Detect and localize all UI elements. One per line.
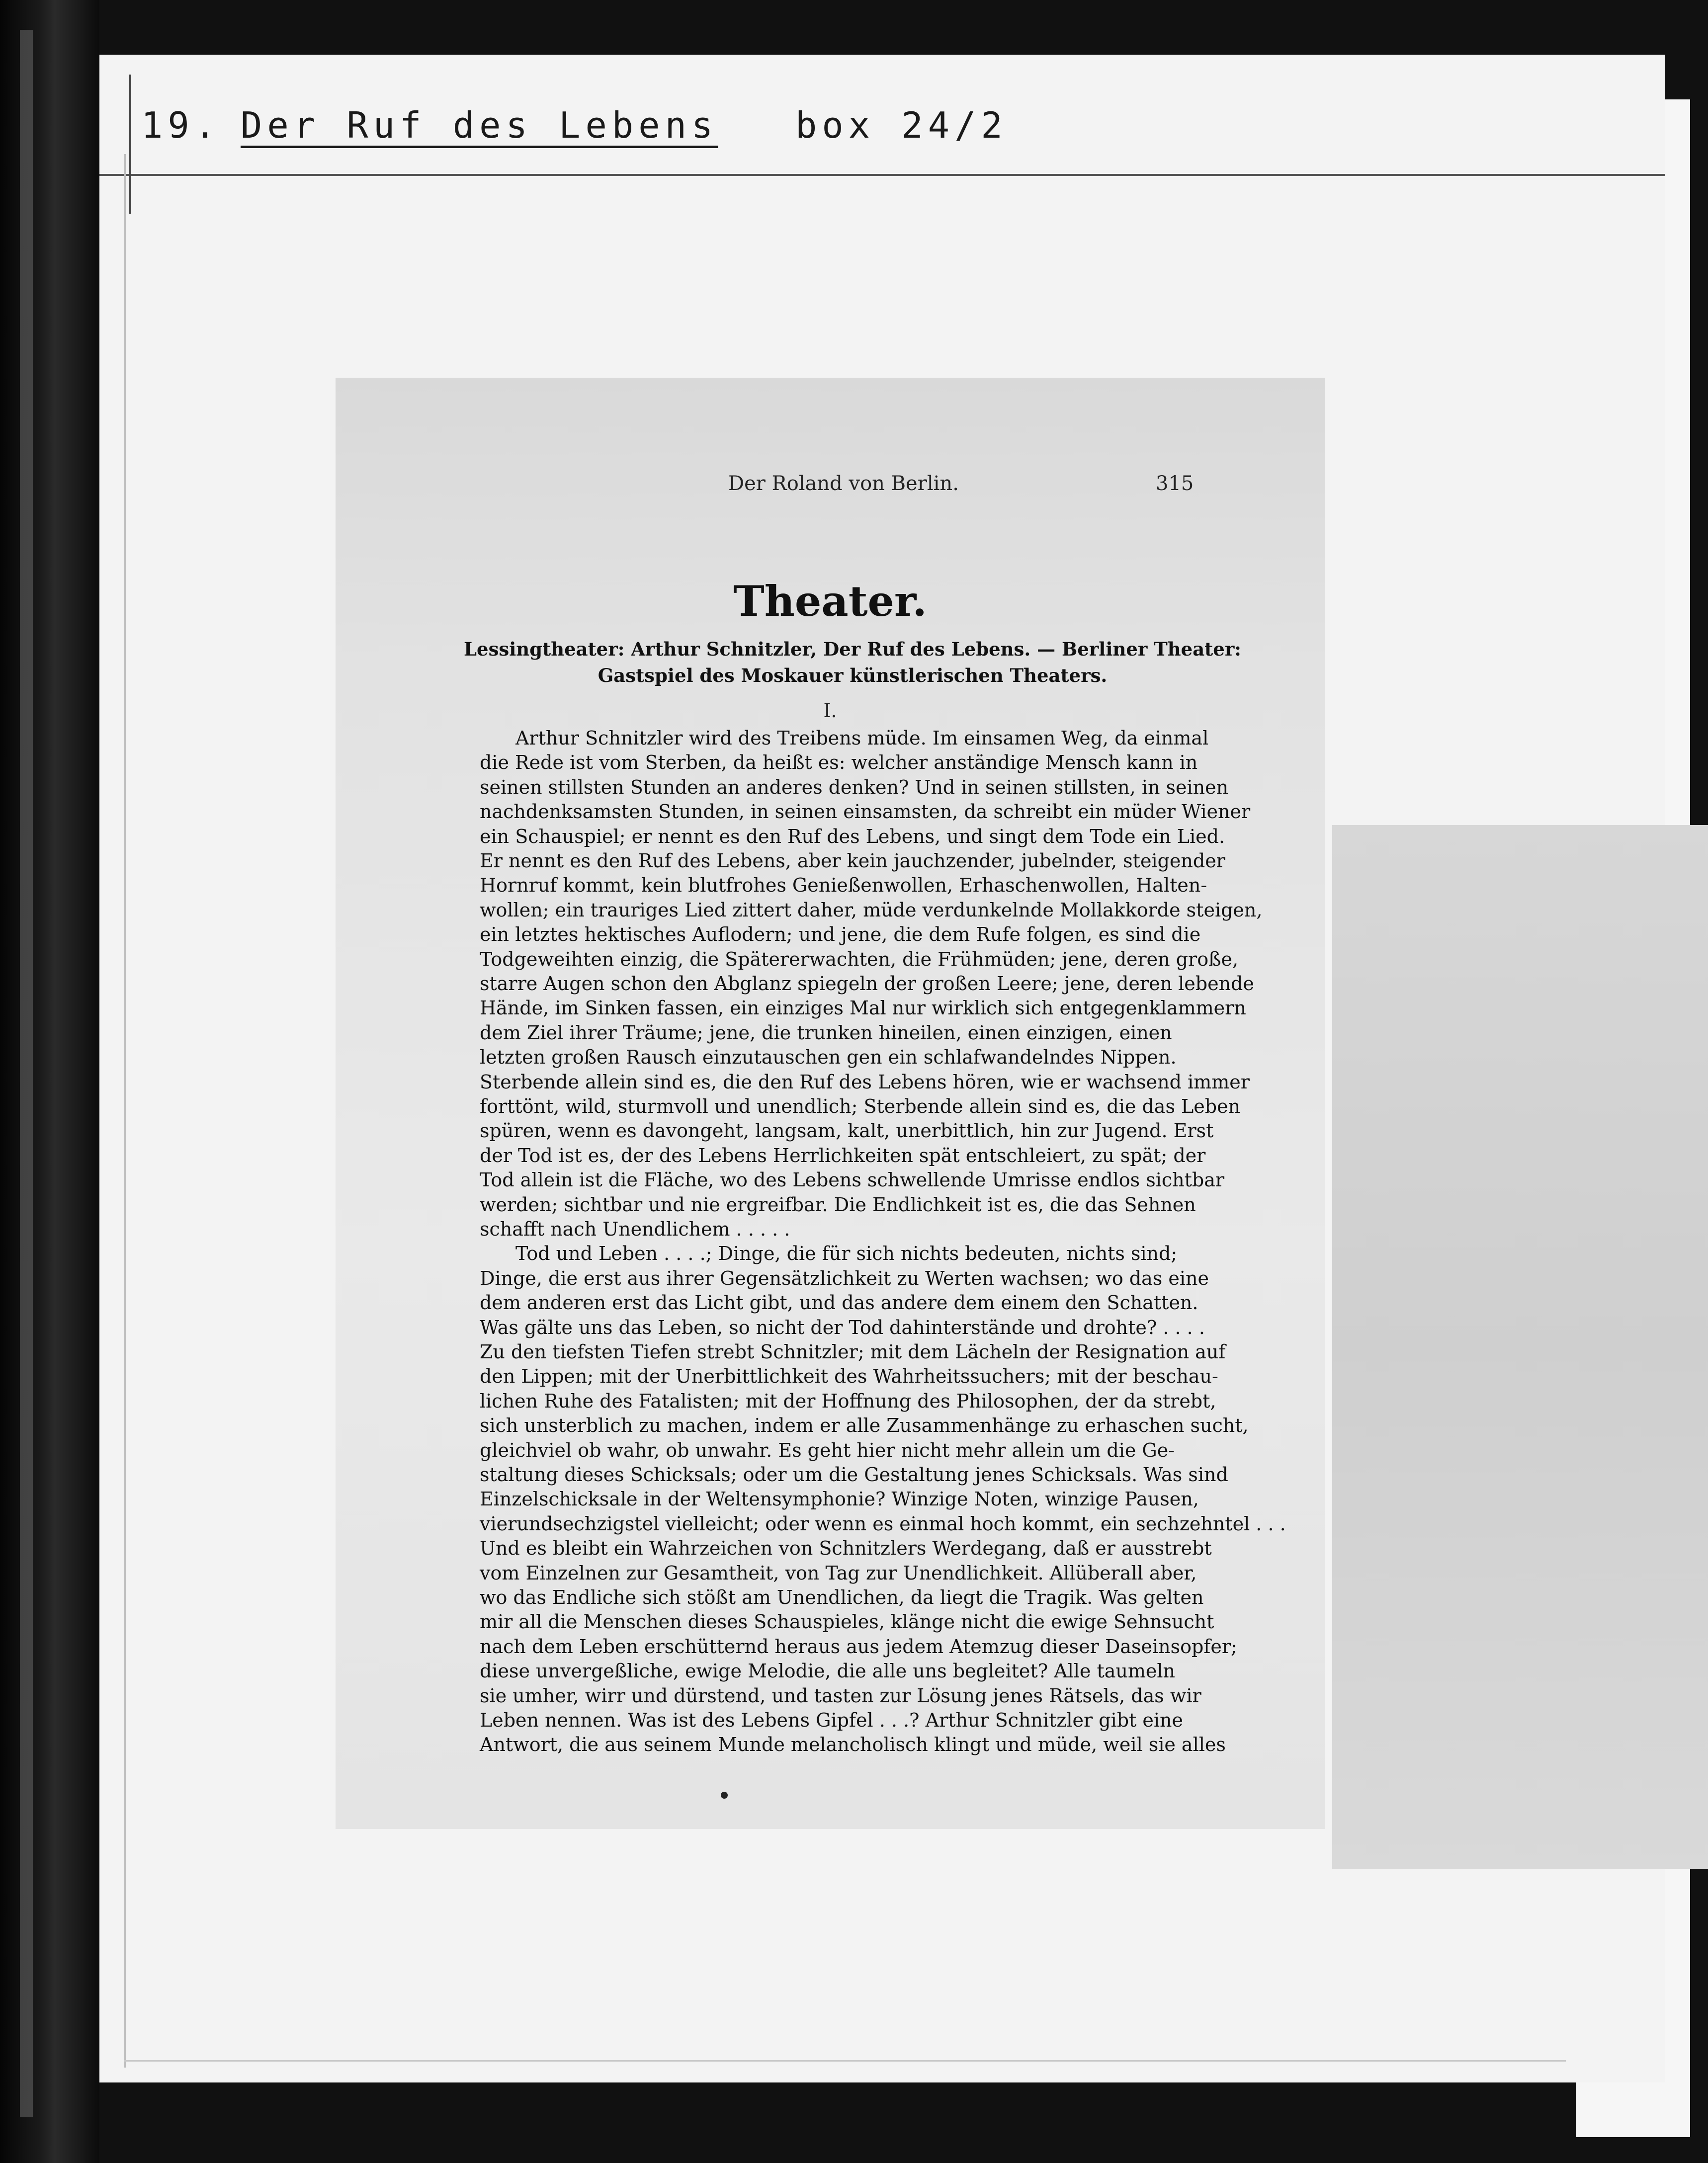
article-line: vom Einzelnen zur Gesamtheit, von Tag zur Unendlichkeit. Allüberall aber,	[480, 1562, 1197, 1584]
article-line: die Rede ist vom Sterben, da heißt es: welcher anständige Mensch kann in	[480, 751, 1198, 774]
article-line: letzten großen Rausch einzutauschen gen ein schlafwandelndes Nippen.	[480, 1046, 1177, 1069]
article-line: forttönt, wild, sturmvoll und unendlich; Sterbende allein sind es, die das Leben	[480, 1095, 1241, 1117]
article-line: mir all die Menschen dieses Schauspieles, klänge nicht die ewige Sehnsucht	[480, 1611, 1214, 1633]
article-line: Und es bleibt ein Wahrzeichen von Schnitzlers Werdegang, daß er ausstrebt	[480, 1537, 1212, 1560]
article-line: werden; sichtbar und nie ergreifbar. Die Endlichkeit ist es, die das Sehnen	[480, 1193, 1196, 1216]
section-number: I.	[823, 700, 837, 722]
article-line: diese unvergeßliche, ewige Melodie, die alle uns begleitet? Alle taumeln	[480, 1660, 1176, 1682]
article-line: sie umher, wirr und dürstend, und tasten zur Lösung jenes Rätsels, das wir	[480, 1684, 1201, 1707]
archive-box: box 24/2	[795, 104, 1008, 146]
article-line: Todgeweihten einzig, die Spätererwachten, die Frühmüden; jene, deren große,	[480, 948, 1239, 970]
article-line: wo das Endliche sich stößt am Unendlichen, da liegt die Tragik. Was gelten	[480, 1586, 1204, 1608]
article-line: Zu den tiefsten Tiefen strebt Schnitzler; mit dem Lächeln der Resignation auf	[480, 1341, 1226, 1363]
article-line: dem Ziel ihrer Träume; jene, die trunken hineilen, einen einzigen, einen	[480, 1021, 1172, 1044]
article-line: gleichviel ob wahr, ob unwahr. Es geht hier nicht mehr allein um die Ge-	[480, 1439, 1175, 1461]
article-line: Er nennt es den Ruf des Lebens, aber kein jauchzender, jubelnder, steigender	[480, 850, 1225, 872]
sheet-left-rule	[124, 154, 126, 2068]
article-subhead: Lessingtheater: Arthur Schnitzler, Der Ruf des Lebens. — Berliner Theater: Gastspiel des Moskauer künstlerischen Theaters.	[464, 638, 1241, 686]
background-shadow	[1332, 825, 1708, 1869]
article-line: Was gälte uns das Leben, so nicht der Tod dahinterstände und drohte? . . . .	[480, 1316, 1205, 1338]
article-line: spüren, wenn es davongeht, langsam, kalt, unerbittlich, hin zur Jugend. Erst	[480, 1120, 1214, 1142]
article-line: Hände, im Sinken fassen, ein einziges Mal nur wirklich sich entgegenklammern	[480, 997, 1246, 1019]
archive-title: Der Ruf des Lebens	[241, 104, 718, 146]
article-title: Theater.	[733, 577, 927, 626]
article-line: wollen; ein trauriges Lied zittert daher, müde verdunkelnde Mollakkorde steigen,	[480, 899, 1263, 921]
film-edge-strip	[0, 0, 99, 2163]
film-edge-highlight	[20, 30, 33, 2117]
article-line: ein letztes hektisches Auflodern; und jene, die dem Rufe folgen, es sind die	[480, 923, 1201, 946]
article-line: starre Augen schon den Abglanz spiegeln der großen Leere; jene, deren lebende	[480, 973, 1254, 995]
article-line: der Tod ist es, der des Lebens Herrlichkeiten spät entschleiert, zu spät; der	[480, 1144, 1206, 1166]
article-line: Einzelschicksale in der Weltensymphonie? Winzige Noten, winzige Pausen,	[480, 1488, 1199, 1510]
article-line: Tod und Leben . . . .; Dinge, die für sich nichts bedeuten, nichts sind;	[515, 1243, 1178, 1265]
article-line: Tod allein ist die Fläche, wo des Lebens schwellende Umrisse endlos sichtbar	[480, 1169, 1225, 1191]
article-line: schafft nach Unendlichem . . . . .	[480, 1218, 790, 1240]
archive-label-bar	[99, 75, 1665, 176]
article-line: ein Schauspiel; er nennt es den Ruf des Lebens, und singt dem Tode ein Lied.	[480, 825, 1225, 847]
article-line: vierundsechzigstel vielleicht; oder wenn es einmal hoch kommt, ein sechzehntel . . .	[480, 1512, 1286, 1535]
article-line: Leben nennen. Was ist des Lebens Gipfel . . .? Arthur Schnitzler gibt eine	[480, 1709, 1183, 1731]
article-line: Dinge, die erst aus ihrer Gegensätzlichkeit zu Werten wachsen; wo das eine	[480, 1267, 1209, 1289]
ink-dot	[721, 1792, 728, 1799]
article-line: seinen stillsten Stunden an anderes denken? Und in seinen stillsten, in seinen	[480, 776, 1229, 798]
article-line: den Lippen; mit der Unerbittlichkeit des Wahrheitssuchers; mit der beschau-	[480, 1365, 1218, 1388]
running-head-title: Der Roland von Berlin.	[728, 472, 959, 495]
label-rule	[129, 75, 131, 214]
sheet-bottom-rule	[124, 2060, 1566, 2062]
article-body	[336, 378, 1325, 1829]
newspaper-clipping	[336, 378, 1325, 1829]
article-line: Arthur Schnitzler wird des Treibens müde. Im einsamen Weg, da einmal	[515, 727, 1209, 749]
article-line: Antwort, die aus seinem Munde melancholisch klingt und müde, weil sie alles	[480, 1734, 1226, 1756]
article-line: Hornruf kommt, kein blutfrohes Genießenwollen, Erhaschenwollen, Halten-	[480, 874, 1207, 897]
article-line: lichen Ruhe des Fatalisten; mit der Hoffnung des Philosophen, der da strebt,	[480, 1390, 1216, 1412]
article-line: staltung dieses Schicksals; oder um die Gestaltung jenes Schicksals. Was sind	[480, 1464, 1228, 1486]
article-line: nach dem Leben erschütternd heraus aus jedem Atemzug dieser Daseinsopfer;	[480, 1635, 1237, 1658]
article-line: nachdenksamsten Stunden, in seinen einsamsten, da schreibt ein müder Wiener	[480, 801, 1251, 823]
page-number: 315	[1156, 472, 1194, 495]
article-line: Sterbende allein sind es, die den Ruf des Lebens hören, wie er wachsend immer	[480, 1071, 1250, 1093]
article-line: sich unsterblich zu machen, indem er alle Zusammenhänge zu erhaschen sucht,	[480, 1414, 1249, 1437]
article-line: dem anderen erst das Licht gibt, und das andere dem einem den Schatten.	[480, 1292, 1198, 1314]
archive-number: 19.	[141, 104, 221, 146]
